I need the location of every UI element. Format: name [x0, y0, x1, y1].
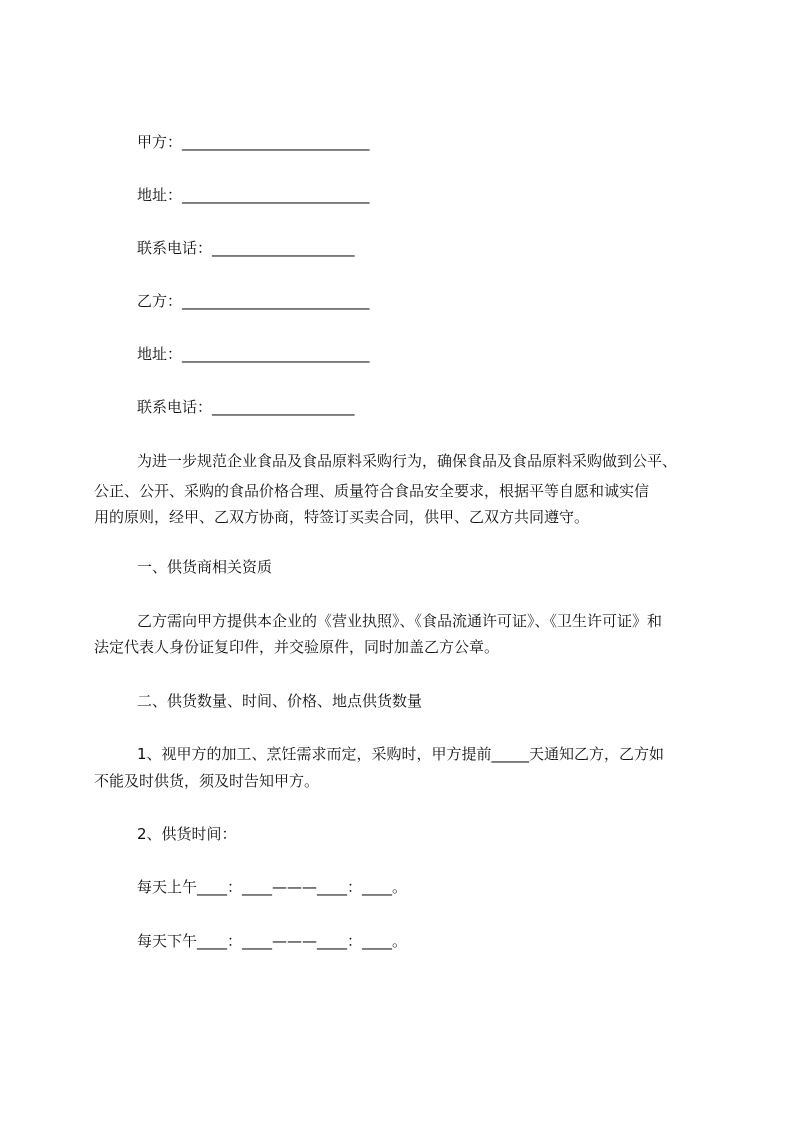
party-a-label: 甲方： — [137, 133, 183, 151]
party-b-address-line — [137, 345, 370, 363]
intro-line-2: 公正、公开、采购的食品价格合理、质量符合食品安全要求，根据平等自愿和诚实信 — [94, 482, 650, 500]
section-1-heading: 一、供货商相关资质 — [137, 558, 273, 576]
party-a-phone-blank[interactable]: ___________________ — [212, 239, 355, 257]
party-b-line — [137, 292, 370, 310]
section-2-heading: 二、供货数量、时间、价格、地点供货数量 — [137, 692, 423, 710]
party-b-phone-line — [137, 398, 355, 416]
morning-time-line: 每天上午____：____———____：____。 — [137, 878, 408, 896]
party-a-address-label: 地址： — [137, 186, 183, 204]
party-a-address-line — [137, 186, 370, 204]
party-b-phone-blank[interactable]: ___________________ — [212, 398, 355, 416]
party-a-line — [137, 133, 370, 151]
section-1-line-1: 乙方需向甲方提供本企业的《营业执照》、《食品流通许可证》、《卫生许可证》和 — [137, 612, 663, 630]
party-a-phone-label: 联系电话： — [137, 239, 213, 257]
section-2-item-2-heading: 2、供货时间： — [137, 825, 237, 843]
section-1-line-2: 法定代表人身份证复印件，并交验原件，同时加盖乙方公章。 — [94, 638, 500, 656]
party-b-label: 乙方： — [137, 292, 183, 310]
party-b-blank[interactable]: _________________________ — [182, 292, 370, 310]
party-b-address-blank[interactable]: _________________________ — [182, 345, 370, 363]
intro-line-3: 用的原则，经甲、乙双方协商，特签订买卖合同，供甲、乙双方共同遵守。 — [94, 508, 590, 526]
party-b-phone-label: 联系电话： — [137, 398, 213, 416]
party-a-blank[interactable]: _________________________ — [182, 133, 370, 151]
intro-line-1: 为进一步规范企业食品及食品原料采购行为，确保食品及食品原料采购做到公平、 — [137, 452, 678, 470]
party-a-address-blank[interactable]: _________________________ — [182, 186, 370, 204]
section-2-item-1-line-1: 1、视甲方的加工、烹饪需求而定，采购时，甲方提前_____天通知乙方，乙方如 — [137, 745, 665, 763]
afternoon-time-line: 每天下午____：____———____：____。 — [137, 932, 408, 950]
party-a-phone-line — [137, 239, 355, 257]
party-b-address-label: 地址： — [137, 345, 183, 363]
section-2-item-1-line-2: 不能及时供货，须及时告知甲方。 — [94, 772, 320, 790]
